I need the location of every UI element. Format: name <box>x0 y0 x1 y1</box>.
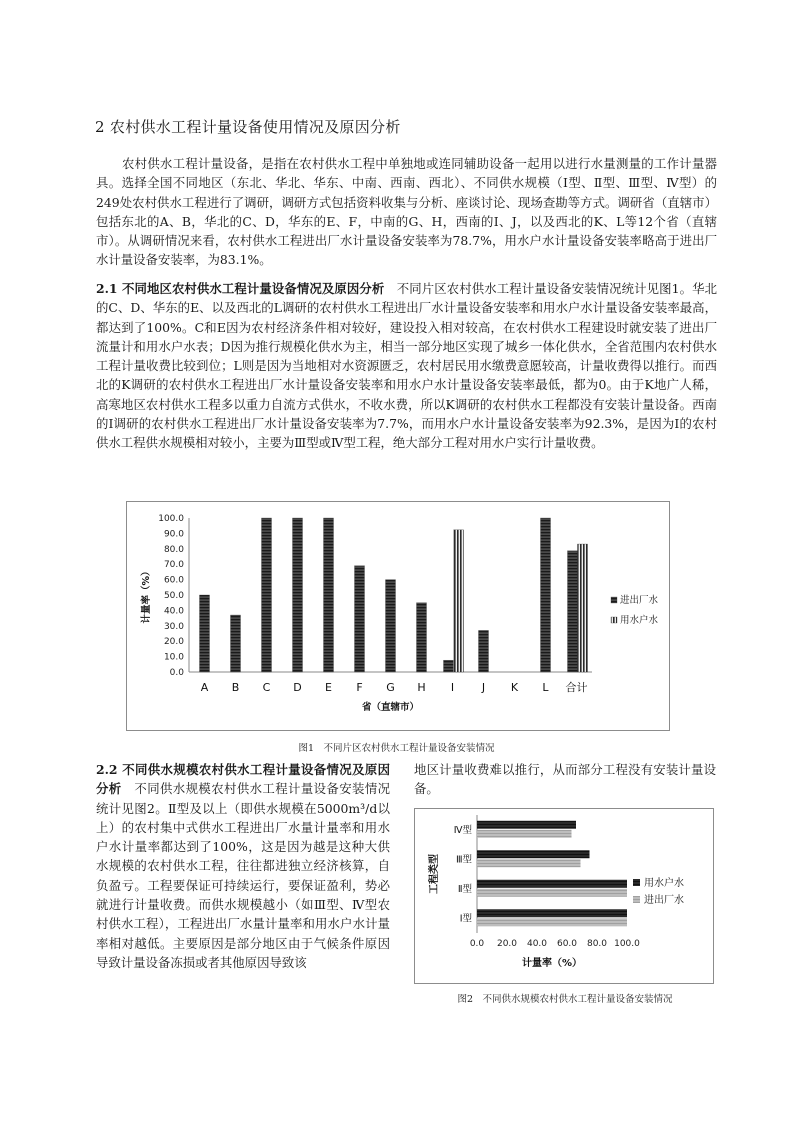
bar-inout <box>355 566 365 672</box>
subsection-2-1-title: 2.1 不同地区农村供水工程计量设备情况及原因分析 <box>96 281 385 296</box>
y-tick-label: 70.0 <box>163 560 184 571</box>
paragraph-2-1 <box>96 279 717 453</box>
paragraph-intro: 农村供水工程计量设备，是指在农村供水工程中单独地或连同辅助设备一起用以进行水量测量的工作计量器具。选择全国不同地区（东北、华北、华东、中南、西南、西北）、不同供水规模（Ⅰ型、Ⅱ型、Ⅲ型、Ⅳ型）的249处农村供水工程进行了调研，调研方式包括资料收集与分析、座谈讨论、现场查勘等方式。调研省（直辖市）包括东北的A、B，华北的C、D，华东的E、F，中南的G、H，西南的I、J，以及西北的K、L等12个省（直辖市）。从调研情况来看，农村供水工程进出厂水计量设备安装率为78.7%，用水户水计量设备安装率略高于进出厂水计量设备安装率，为83.1%。 <box>96 156 717 268</box>
x-tick-label: 60.0 <box>556 939 578 949</box>
subsection-2-2-text: 不同供水规模农村供水工程计量设备安装情况统计见图2。Ⅱ型及以上（即供水规模在5000m³/d以上）的农村集中式供水工程进出厂水量计量率和用水户水计量率都达到了100%，这是因为越是这种大供水规模的农村供水工程，往往都进独立经济核算，自负盈亏。工程要保证可持续运行，要保证盈利，势必就进行计量收费。而供水规模越小（如Ⅲ型、Ⅳ型农村供水工程），工程进出厂水量计量率和用水户水计量率相对越低。主要原因是部分地区由于气候条件原因导致计量设备冻损或者其他原因导致该 <box>96 781 391 970</box>
subsection-2-1-text: 不同片区农村供水工程计量设备安装情况统计见图1。华北的C、D、华东的E、以及西北的L调研的农村供水工程进出厂水计量设备安装率和用水户水计量设备安装率最高，都达到了100%。C和E因为农村经济条件相对较好，建设投入相对较高，在农村供水工程建设时就安装了进出厂流量计和用水户水表；D因为推行规模化供水为主，相当一部分地区实现了城乡一体化供水，全省范围内农村供水工程计量收费比较到位；L则是因为当地相对水资源匮乏，农村居民用水缴费意愿较高，计量收费得以推行。而西北的K调研的农村供水工程进出厂水计量设备安装率和用水户水计量设备安装率最低，都为0。由于K地广人稀，高寒地区农村供水工程多以重力自流方式供水，不收水费，所以K调研的农村供水工程都没有安装计量设备。西南的I调研的农村供水工程进出厂水计量设备安装率为7.7%，而用水户水计量设备安装率为92.3%，是因为I的农村供水工程供水规模相对较小，主要为Ⅲ型或Ⅳ型工程，绝大部分工程对用水户实行计量收费。 <box>96 281 717 451</box>
x-tick-label: 合计 <box>565 681 588 694</box>
y-axis-label: 工程类型 <box>429 854 440 894</box>
x-axis-label: 计量率（%） <box>521 958 583 969</box>
y-tick-label: Ⅲ型 <box>455 854 472 866</box>
paragraph-2-2-right: 地区计量收费难以推行，从而部分工程没有安装计量设备。 <box>414 762 716 797</box>
bar-inout <box>386 580 396 672</box>
section-heading: 2 农村供水工程计量设备使用情况及原因分析 <box>95 118 401 136</box>
x-tick-label: A <box>200 681 209 694</box>
bar-inout <box>477 918 627 926</box>
x-tick-label: K <box>510 681 519 694</box>
y-tick-label: 80.0 <box>163 544 184 555</box>
figure-1-chart <box>127 502 669 730</box>
y-tick-label: 0.0 <box>169 668 184 678</box>
x-tick-label: J <box>481 681 486 694</box>
bar-inout <box>541 518 551 672</box>
subsection-2-2-title: 2.2 不同供水规模农村供水工程计量设备情况及原因分析 <box>96 762 390 797</box>
figure-2-chart <box>415 809 713 983</box>
bar-inout <box>444 660 454 672</box>
bar-inout <box>417 603 427 672</box>
bar-inout <box>568 551 578 672</box>
bar-inout <box>477 889 627 897</box>
x-tick-label: 100.0 <box>614 939 640 949</box>
bar-inout <box>477 859 581 867</box>
figure-1 <box>126 501 670 731</box>
x-tick-label: 0.0 <box>469 939 485 949</box>
x-tick-label: 40.0 <box>526 939 548 949</box>
y-tick-label: Ⅰ型 <box>459 913 472 925</box>
y-axis-label: 计量率（%） <box>141 566 152 624</box>
figure-2 <box>414 808 714 984</box>
legend-swatch <box>611 617 617 623</box>
y-tick-label: Ⅳ型 <box>453 824 472 836</box>
x-axis-label: 省（直辖市） <box>361 702 420 713</box>
x-tick-label: C <box>262 681 271 694</box>
x-tick-label: E <box>325 681 332 694</box>
bar-inout <box>324 518 334 672</box>
bar-inout <box>231 615 241 672</box>
paragraph-2-2-left <box>96 760 390 972</box>
bar-household <box>477 909 627 917</box>
bar-inout <box>479 630 489 672</box>
bar-inout <box>200 595 210 672</box>
legend-swatch <box>633 896 640 903</box>
x-tick-label: L <box>542 681 549 694</box>
y-tick-label: 90.0 <box>163 529 184 540</box>
x-tick-label: G <box>386 681 395 694</box>
x-tick-label: 20.0 <box>496 939 518 949</box>
y-tick-label: 50.0 <box>163 591 184 601</box>
bar-inout <box>293 518 303 672</box>
y-tick-label: 100.0 <box>158 514 184 524</box>
bar-household <box>578 544 588 672</box>
legend-label: 进出厂水 <box>620 595 659 606</box>
legend-label: 用水户水 <box>644 878 684 889</box>
legend-label: 进出厂水 <box>644 895 684 906</box>
y-tick-label: 30.0 <box>163 621 184 632</box>
bar-inout <box>477 830 572 838</box>
x-tick-label: F <box>356 681 363 694</box>
bar-inout <box>262 518 272 672</box>
y-tick-label: 60.0 <box>163 575 184 586</box>
x-tick-label: D <box>293 681 302 694</box>
legend-label: 用水户水 <box>620 615 659 626</box>
bar-household <box>477 821 576 829</box>
figure-2-caption: 图2 不同供水规模农村供水工程计量设备安装情况 <box>457 994 673 1005</box>
x-tick-label: 80.0 <box>586 939 608 949</box>
bar-household <box>454 530 464 672</box>
y-tick-label: 40.0 <box>163 606 184 617</box>
bar-household <box>477 850 590 858</box>
legend-swatch <box>611 597 617 603</box>
x-tick-label: I <box>450 681 455 694</box>
figure-1-caption: 图1 不同片区农村供水工程计量设备安装情况 <box>298 743 495 754</box>
x-tick-label: H <box>417 681 426 694</box>
y-tick-label: Ⅱ型 <box>457 883 472 895</box>
y-tick-label: 10.0 <box>163 652 184 663</box>
y-tick-label: 20.0 <box>163 637 184 648</box>
legend-swatch <box>633 879 640 886</box>
bar-household <box>477 880 627 888</box>
x-tick-label: B <box>231 681 240 694</box>
